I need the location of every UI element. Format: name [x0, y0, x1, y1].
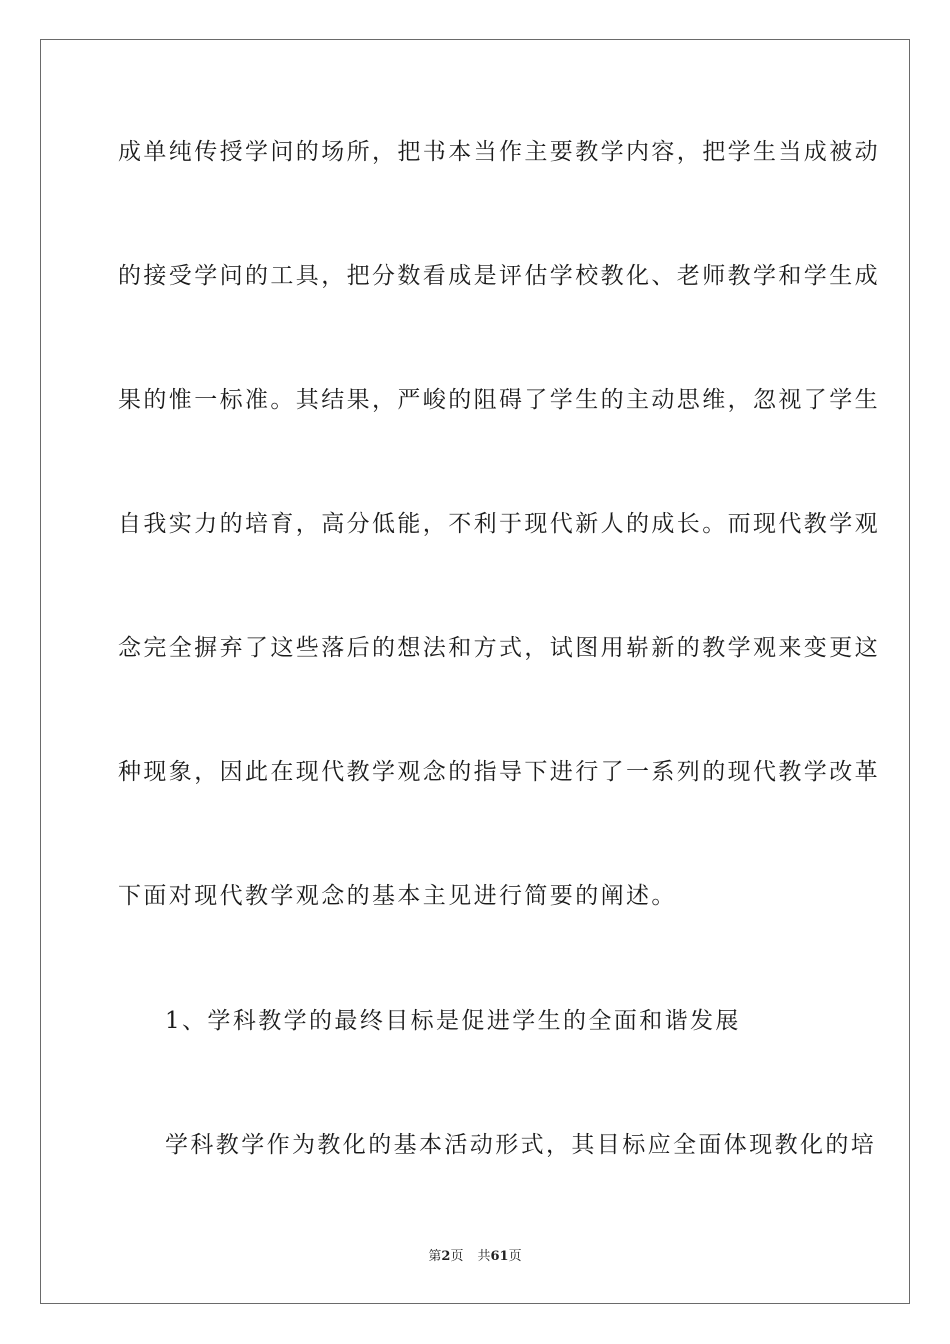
- page-number: 2: [441, 1249, 451, 1264]
- total-pages: 61: [490, 1249, 509, 1264]
- page-border: [40, 39, 910, 1304]
- body-text-line-4: 自我实力的培育，高分低能，不利于现代新人的成长。而现代教学观: [118, 511, 880, 537]
- page-footer: [0, 1248, 950, 1266]
- body-text-line-7: 下面对现代教学观念的基本主见进行简要的阐述。: [118, 883, 677, 909]
- page-suffix: 页: [450, 1249, 464, 1264]
- total-suffix: 页: [508, 1249, 522, 1264]
- section-heading: 1、学科教学的最终目标是促进学生的全面和谐发展: [165, 1008, 741, 1034]
- total-prefix: 共: [477, 1249, 491, 1264]
- body-text-line-6: 种现象，因此在现代教学观念的指导下进行了一系列的现代教学改革: [118, 759, 880, 785]
- body-text-line-3: 果的惟一标准。其结果，严峻的阻碍了学生的主动思维，忽视了学生: [118, 387, 880, 413]
- body-text-line-8: 学科教学作为教化的基本活动形式，其目标应全面体现教化的培: [165, 1132, 877, 1158]
- body-text-line-1: 成单纯传授学问的场所，把书本当作主要教学内容，把学生当成被动: [118, 139, 880, 165]
- body-text-line-5: 念完全摒弃了这些落后的想法和方式，试图用崭新的教学观来变更这: [118, 635, 880, 661]
- body-text-line-2: 的接受学问的工具，把分数看成是评估学校教化、老师教学和学生成: [118, 263, 880, 289]
- page-prefix: 第: [428, 1249, 442, 1264]
